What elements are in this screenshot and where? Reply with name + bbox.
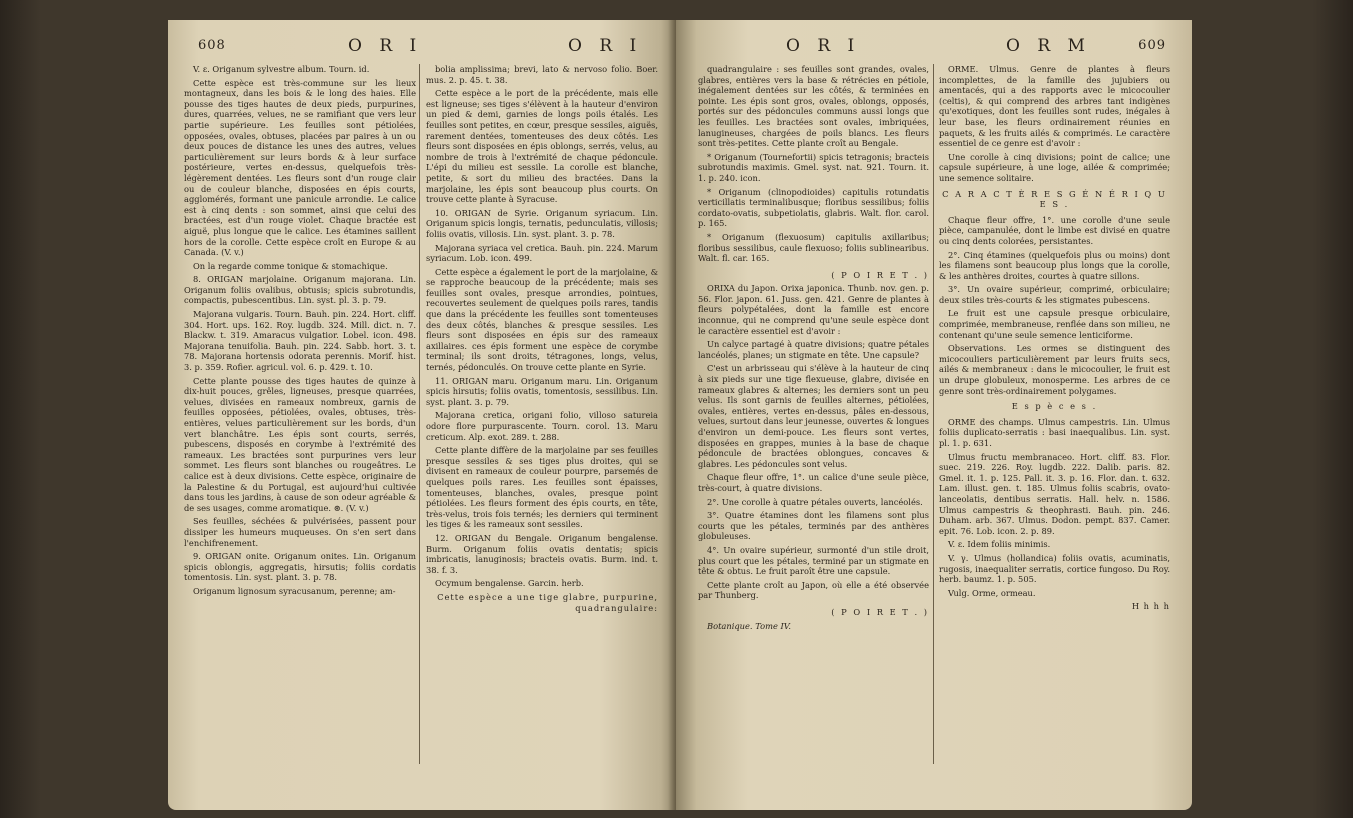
paragraph: Majorana syriaca vel cretica. Bauh. pin. 224. Marum syriacum. Lob. icon. 499. bbox=[426, 242, 658, 264]
paragraph: Chaque fleur offre, 1°. une corolle d'une seule pièce, campanulée, dont le limbe est divisé en quatre ou cinq dents colorées, persistantes. bbox=[939, 214, 1170, 246]
paragraph: Ocymum bengalense. Garcin. herb. bbox=[435, 578, 584, 589]
left-page-column-1 bbox=[184, 64, 416, 804]
paragraph: Chaque fleur offre, 1°. un calice d'une seule pièce, très-court, à quatre divisions. bbox=[698, 472, 929, 493]
paragraph: Cette espèce a une tige glabre, purpurine, quadrangulaire: bbox=[437, 591, 658, 613]
paragraph: ORME des champs. Ulmus campestris. Lin. Ulmus foliis duplicato-serratis : basi inaequalibus. Lin. syst. pl. 1. p. 631. bbox=[939, 416, 1170, 448]
paragraph: Un calyce partagé à quatre divisions; quatre pétales lancéolés, planes; un stigmate en tête. Une capsule? bbox=[698, 339, 929, 360]
paragraph: Ses feuilles, séchées & pulvérisées, passent pour dissiper les humeurs muqueuses. On s'en sert dans l'enchifrenement. bbox=[184, 516, 416, 548]
column-rule bbox=[933, 64, 934, 764]
paragraph: Cette plante diffère de la marjolaine par ses feuilles presque sessiles & ses tiges plus droites, qui se divisent en rameaux de couleur pourpre, parsemés de quelques poils rares. Les feuilles sont épaisses, tomenteuses, blanches, ovales, presque point pétiolées. Les fleurs forment des épis courts, en tête, très-velus, trois fois ternés; les derniers qui terminent les tiges & les rameaux sont sessiles. bbox=[426, 445, 658, 530]
paragraph: 12. ORIGAN du Bengale. Origanum bengalense. Burm. Origanum foliis ovatis dentatis; spicis imbricatis, lanuginosis; bracteis ovatis. Burm. ind. t. 38. f. 3. bbox=[426, 532, 658, 575]
right-page bbox=[676, 20, 1192, 810]
paragraph: 9. ORIGAN onite. Origanum onites. Lin. Origanum spicis oblongis, aggregatis, hirsutis; foliis cordatis tomentosis. Lin. syst. plant. 3. p. 78. bbox=[184, 551, 416, 583]
running-head-left-col2: O R I bbox=[568, 36, 643, 56]
paragraph: On la regarde comme tonique & stomachique. bbox=[193, 260, 388, 271]
signature-mark: H h h h bbox=[1131, 601, 1170, 612]
paragraph: 11. ORIGAN maru. Origanum maru. Lin. Origanum spicis hirsutis; foliis ovatis, tomentosis, sessilibus. Lin. syst. plant. 3. p. 79. bbox=[426, 375, 658, 407]
left-page-columns bbox=[184, 64, 658, 804]
paragraph: V. ε. Idem foliis minimis. bbox=[948, 539, 1051, 550]
paragraph: C'est un arbrisseau qui s'élève à la hauteur de cinq à six pieds sur une tige flexueuse, glabre, divisée en rameaux glabres & alternes; les derniers sont un peu velus. Ils sont garnis de feuilles alternes, pétiolées, ovales, entières, vertes en-dessus, pâles en-dessous, velues, surtout dans leur jeunesse, ouvertes & longues d'environ un demi-pouce. Les fleurs sont vertes, disposées en grappes, munies à la base de chaque pédoncule de bractées oblongues, concaves & glabres. Les pédoncules sont velus. bbox=[698, 363, 929, 469]
paragraph: Majorana vulgaris. Tourn. Bauh. pin. 224. Hort. cliff. 304. Hort. ups. 162. Roy. lugdb. 324. Mill. dict. n. 7. Blackw. t. 319. Amaracus vulgatior. Lobel. icon. 498. Majorana tenuifolia. Bauh. pin. 224. Sabb. hort. 3. t. 78. Majorana hortensis odorata perennis. Morif. hist. 3. p. 359. Rofier. agricul. vol. 6. p. 429. t. 10. bbox=[184, 309, 416, 373]
page-number-right: 609 bbox=[1138, 38, 1166, 53]
left-page bbox=[168, 20, 676, 810]
author-signature: ( P O I R E T . ) bbox=[831, 606, 929, 617]
paragraph: 10. ORIGAN de Syrie. Origanum syriacum. Lin. Origanum spicis longis, ternatis, pedunculatis, villosis; foliis ovatis, villosis. Lin. syst. plant. 3. p. 78. bbox=[426, 207, 658, 239]
volume-footer: Botanique. Tome IV. bbox=[707, 620, 791, 631]
right-page-columns bbox=[698, 64, 1170, 804]
paragraph: 4°. Un ovaire supérieur, surmonté d'un stile droit, plus court que les pétales, terminé par un stigmate en tête & obtus. Le fruit paroît être une capsule. bbox=[698, 544, 929, 577]
paragraph: 2°. Cinq étamines (quelquefois plus ou moins) dont les filamens sont beaucoup plus longs que la corolle, & les anthères droites, courtes à quatre sillons. bbox=[939, 249, 1170, 281]
paragraph: Le fruit est une capsule presque orbiculaire, comprimée, membraneuse, renflée dans son milieu, ne contenant qu'une seule semence lenticiforme. bbox=[939, 308, 1170, 340]
paragraph: Cette plante pousse des tiges hautes de quinze à dix-huit pouces, grêles, ligneuses, presque quarrées, velues, divisées en rameaux nombreux, garnis de feuilles opposées, pétiolées, ovales, obtuses, très-entières, velues particulièrement sur les bords, d'un vert blanchâtre. Les épis sont courts, serrés, pubescens, disposés en corymbe à l'extrémité des rameaux. Les bractées sont purpurines vers leur sommet. Les fleurs sont blanches ou rougeâtres. Le calice est à deux divisions. Cette espèce, originaire de la Palestine & du Portugal, est aujourd'hui cultivée dans tous les jardins, à cause de son odeur agréable & de ses usages, comme aromatique. ⊛. (V. v.) bbox=[184, 375, 416, 513]
running-head-right-col1: O R I bbox=[786, 36, 861, 56]
paragraph: Cette plante croît au Japon, où elle a été observée par Thunberg. bbox=[698, 579, 929, 601]
paragraph: ORIXA du Japon. Orixa japonica. Thunb. nov. gen. p. 56. Flor. japon. 61. Juss. gen. 421. Genre de plantes à fleurs polypétalées, dont la famille est encore inconnue, qui ne comprend qu'une seule espèce dont le caractère essentiel est d'avoir : bbox=[698, 283, 929, 336]
paragraph: V. ε. Origanum sylvestre album. Tourn. id. bbox=[193, 64, 370, 74]
right-page-header bbox=[676, 36, 1192, 62]
page-number-left: 608 bbox=[198, 38, 226, 53]
paragraph: Majorana cretica, origani folio, villoso satureia odore flore purpurascente. Tourn. corol. 13. Maru creticum. Alp. exot. 289. t. 288. bbox=[426, 410, 658, 442]
running-head-left-col1: O R I bbox=[348, 36, 423, 56]
left-page-column-2 bbox=[426, 64, 658, 804]
paragraph: * Origanum (Tournefortii) spicis tetragonis; bracteis subrotundis maximis. Gmel. syst. nat. 921. Tourn. it. 1. p. 240. icon. bbox=[698, 151, 929, 183]
author-signature: ( P O I R E T . ) bbox=[831, 269, 929, 280]
right-page-column-2 bbox=[939, 64, 1170, 804]
paragraph: Origanum lignosum syracusanum, perenne; am- bbox=[193, 585, 396, 596]
paragraph: * Origanum (clinopodioides) capitulis rotundatis verticillatis terminalibusque; floribus sessilibus; foliis cordato-ovatis, subpetiolatis, glabris. Walt. flor. carol. p. 165. bbox=[698, 186, 929, 229]
paragraph: * Origanum (flexuosum) capitulis axillaribus; floribus sessilibus, caule flexuoso; foliis sublinearibus. Walt. fl. car. 165. bbox=[698, 231, 929, 264]
paragraph: 2°. Une corolle à quatre pétales ouverts, lancéolés. bbox=[707, 496, 923, 507]
paragraph: Observations. Les ormes se distinguent des micocouliers particulièrement par leurs fruits secs, ailés & membraneux : dans le micocoulier, le fruit est un drupe globuleux, monosperme. Les arbres de ce genre sont très-ordinairement polygames. bbox=[939, 343, 1170, 396]
paragraph: V. γ. Ulmus (hollandica) foliis ovatis, acuminatis, rugosis, inaequaliter serratis, cortice fungoso. Du Roy. herb. baumz. 1. p. 505. bbox=[939, 552, 1170, 585]
paragraph: 3°. Quatre étamines dont les filamens sont plus courts que les pétales, terminés par des anthères globuleuses. bbox=[698, 510, 929, 542]
paragraph: Vulg. Orme, ormeau. bbox=[948, 587, 1036, 598]
paragraph: 3°. Un ovaire supérieur, comprimé, orbiculaire; deux stiles très-courts & les stigmates pubescens. bbox=[939, 284, 1170, 305]
section-heading: E s p è c e s . bbox=[1011, 401, 1098, 412]
paragraph: Cette espèce a également le port de la marjolaine, & se rapproche beaucoup de la précédente; mais ses feuilles sont ovales, presque arrondies, pointues, recouvertes seulement de quelques poils rares, tandis que dans la précédente les feuilles sont tomenteuses des deux côtés, blanches & presque sessiles. Les fleurs sont disposées en épis sur des rameaux axillaires. ces épis forment une espèce de corymbe terminal; ils sont droits, tétragones, longs, velus, ternés, pédonculés. On trouve cette plante en Syrie. bbox=[426, 266, 658, 373]
paragraph: Cette espèce a le port de la précédente, mais elle est ligneuse; ses tiges s'élèvent à la hauteur d'environ un pied & demi, garnies de longs poils étalés. Les feuilles sont petites, en cœur, presque sessiles, aiguës, rarement dentées, tomenteuses des deux côtés. Les fleurs sont disposées en épis oblongs, serrés, velus, au nombre de trois à l'extrémité de chaque pédoncule. L'épi du milieu est sessile. La corolle est blanche, petite, & sort du milieu des bractées. Dans la marjolaine, les épis sont beaucoup plus courts. On trouve cette plante à Syracuse. bbox=[426, 88, 658, 205]
right-page-column-1 bbox=[698, 64, 929, 804]
paragraph: ORME. Ulmus. Genre de plantes à fleurs incomplettes, de la famille des jujubiers ou amentacés, qui a des rapports avec le micocoulier (celtis), & qui comprend des arbres tant indigènes qu'exotiques, dont les feuilles sont rudes, inégales à leur base, les fleurs ordinairement réunies en paquets, & les fruits ailés & comprimés. Le caractère essentiel de ce genre est d'avoir : bbox=[939, 64, 1170, 149]
paragraph: Ulmus fructu membranaceo. Hort. cliff. 83. Flor. suec. 219. 226. Roy. lugdb. 222. Dalib. paris. 82. Gmel. it. 1. p. 125. Pall. it. 3. p. 16. Flor. dan. t. 632. Lam. illust. gen. t. 185. Ulmus foliis scabris, ovato-lanceolatis, dentibus serratis. Hall. helv. n. 1586. Ulmus campestris & theophrasti. Bauh. pin. 246. Duham. arb. 367. Ulmus. Dodon. pempt. 837. Camer. epit. 76. Lob. icon. 2. p. 89. bbox=[939, 451, 1170, 536]
paragraph: Une corolle à cinq divisions; point de calice; une capsule supérieure, à une loge, ailée & comprimée; une semence solitaire. bbox=[939, 151, 1170, 183]
running-head-right-col2: O R M bbox=[1006, 36, 1091, 56]
paragraph: bolia amplissima; brevi, lato & nervoso folio. Boer. mus. 2. p. 45. t. 38. bbox=[426, 64, 658, 85]
paragraph: 8. ORIGAN marjolaine. Origanum majorana. Lin. Origanum foliis ovalibus, obtusis; spicis subrotundis, compactis, pubescentibus. Lin. syst. pl. 3. p. 79. bbox=[184, 274, 416, 306]
left-page-header bbox=[168, 36, 676, 62]
column-rule bbox=[419, 64, 420, 764]
section-heading: C A R A C T È R E S G É N É R I Q U E S . bbox=[942, 188, 1167, 210]
paragraph: quadrangulaire : ses feuilles sont grandes, ovales, glabres, entières vers la base & rétrécies en pétiole, inégalement dentées sur les côtés, & terminées en pointe. Les épis sont gros, ovales, oblongs, opposés, portés sur des pédoncules communs aussi longs que les feuilles. Les bractées sont ovales, imbriquées, lanugineuses, chargées de poils blancs. Les fleurs sont très-petites. Cette plante croît au Bengale. bbox=[698, 64, 929, 149]
paragraph: Cette espèce est très-commune sur les lieux montagneux, dans les bois & le long des haies. Elle pousse des tiges hautes de deux pieds, purpurines, dures, quarrées, velues, ne se ramifiant que vers leur partie supérieure. Les feuilles sont pétiolées, opposées, ovales, obtuses, placées par paires à un ou deux pouces de distance les unes des autres, velues particulièrement sur leurs bords & à leur surface postérieure, vertes en-dessus, quelquefois très-légèrement dentées. Les fleurs sont d'un rouge clair ou de couleur blanche, disposées en épis courts, agglomérés, formant une panicule arrondie. Le calice est à cinq dents : son sommet, ainsi que celui des bractées, est d'un rouge violet. Chaque bractée est aiguë, plus longue que le calice. Les étamines saillent hors de la corolle. Cette espèce croît en Europe & au Canada. (V. v.) bbox=[184, 77, 416, 258]
